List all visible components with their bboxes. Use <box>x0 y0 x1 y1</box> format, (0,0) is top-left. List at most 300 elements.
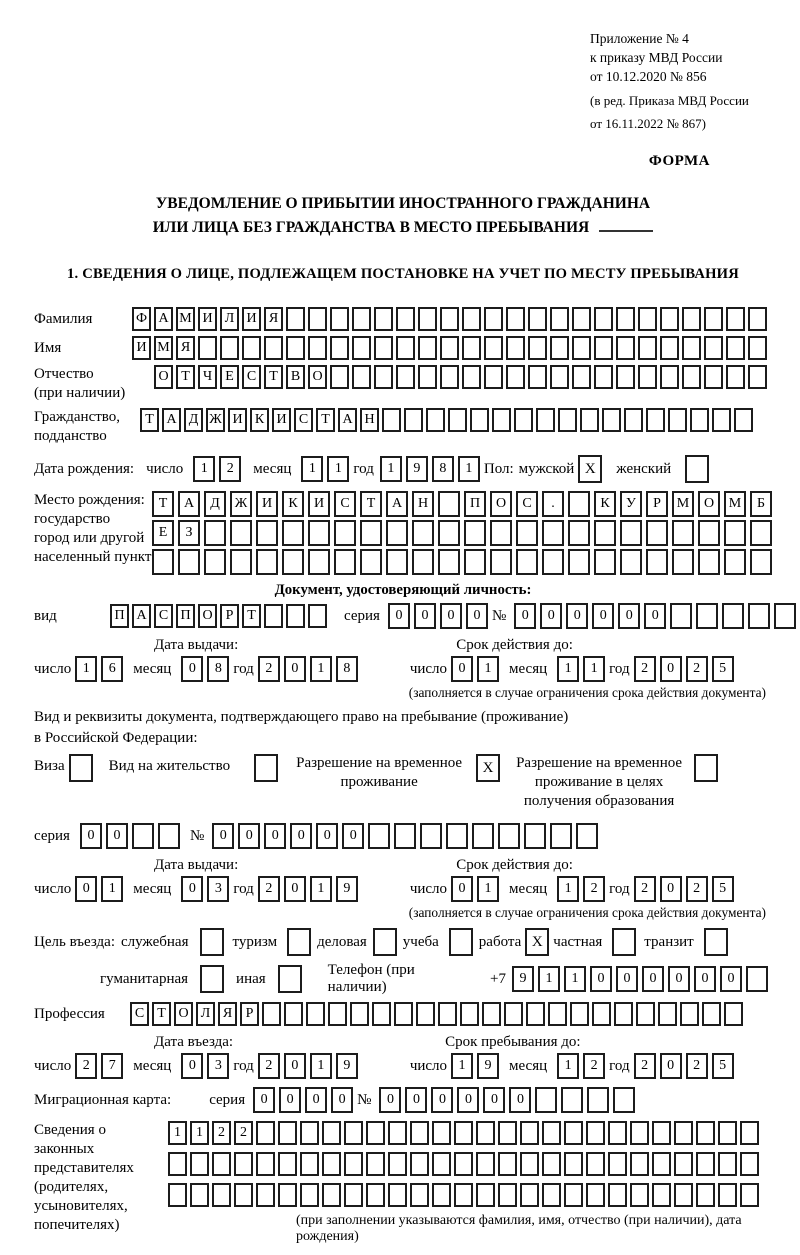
char-cell[interactable] <box>168 1183 187 1207</box>
char-cell[interactable] <box>420 823 442 849</box>
char-cell[interactable] <box>616 336 635 360</box>
char-cell[interactable] <box>278 1152 297 1176</box>
char-cell[interactable] <box>412 549 434 575</box>
char-cell[interactable] <box>682 365 701 389</box>
char-cell[interactable] <box>528 365 547 389</box>
char-cell[interactable] <box>740 1183 759 1207</box>
char-cell[interactable]: Ч <box>198 365 217 389</box>
char-cell[interactable] <box>682 307 701 331</box>
char-cell[interactable] <box>306 1002 325 1026</box>
char-cell[interactable]: 5 <box>712 1053 734 1079</box>
char-cell[interactable] <box>750 549 772 575</box>
purpose-study-checkbox[interactable] <box>449 928 473 956</box>
char-cell[interactable]: 0 <box>566 603 588 629</box>
char-cell[interactable]: М <box>176 307 195 331</box>
char-cell[interactable] <box>396 336 415 360</box>
char-cell[interactable] <box>524 823 546 849</box>
char-cell[interactable] <box>360 520 382 546</box>
char-cell[interactable] <box>256 1152 275 1176</box>
char-cell[interactable] <box>506 307 525 331</box>
char-cell[interactable]: 0 <box>440 603 462 629</box>
char-cell[interactable]: Л <box>220 307 239 331</box>
char-cell[interactable] <box>490 549 512 575</box>
char-cell[interactable] <box>388 1152 407 1176</box>
char-cell[interactable] <box>438 491 460 517</box>
char-cell[interactable] <box>620 549 642 575</box>
char-cell[interactable]: В <box>286 365 305 389</box>
char-cell[interactable] <box>646 549 668 575</box>
char-cell[interactable] <box>568 491 590 517</box>
temp-permit-checkbox[interactable]: X <box>476 754 500 782</box>
char-cell[interactable] <box>416 1002 435 1026</box>
char-cell[interactable] <box>638 307 657 331</box>
char-cell[interactable]: С <box>294 408 313 432</box>
char-cell[interactable] <box>698 520 720 546</box>
char-cell[interactable]: П <box>464 491 486 517</box>
char-cell[interactable] <box>680 1002 699 1026</box>
char-cell[interactable] <box>132 823 154 849</box>
char-cell[interactable]: 2 <box>258 876 280 902</box>
char-cell[interactable] <box>282 520 304 546</box>
char-cell[interactable] <box>696 1152 715 1176</box>
char-cell[interactable] <box>374 336 393 360</box>
char-cell[interactable] <box>286 604 305 628</box>
char-cell[interactable]: И <box>272 408 291 432</box>
char-cell[interactable]: А <box>386 491 408 517</box>
char-cell[interactable] <box>190 1152 209 1176</box>
char-cell[interactable]: Т <box>176 365 195 389</box>
char-cell[interactable] <box>696 1183 715 1207</box>
char-cell[interactable] <box>542 1183 561 1207</box>
char-cell[interactable]: 0 <box>388 603 410 629</box>
char-cell[interactable]: 0 <box>483 1087 505 1113</box>
char-cell[interactable]: О <box>308 365 327 389</box>
char-cell[interactable]: 0 <box>466 603 488 629</box>
char-cell[interactable] <box>594 365 613 389</box>
char-cell[interactable] <box>386 549 408 575</box>
char-cell[interactable]: Р <box>240 1002 259 1026</box>
char-cell[interactable]: И <box>308 491 330 517</box>
char-cell[interactable] <box>152 549 174 575</box>
char-cell[interactable] <box>613 1087 635 1113</box>
char-cell[interactable]: 0 <box>181 876 203 902</box>
char-cell[interactable]: 1 <box>380 456 402 482</box>
char-cell[interactable]: П <box>110 604 129 628</box>
char-cell[interactable] <box>670 603 692 629</box>
char-cell[interactable] <box>396 365 415 389</box>
char-cell[interactable]: 1 <box>557 1053 579 1079</box>
visa-checkbox[interactable] <box>69 754 93 782</box>
char-cell[interactable]: 7 <box>101 1053 123 1079</box>
char-cell[interactable] <box>594 520 616 546</box>
char-cell[interactable]: 0 <box>590 966 612 992</box>
char-cell[interactable]: Я <box>218 1002 237 1026</box>
char-cell[interactable]: 0 <box>451 876 473 902</box>
char-cell[interactable] <box>528 307 547 331</box>
char-cell[interactable] <box>576 823 598 849</box>
char-cell[interactable]: 2 <box>75 1053 97 1079</box>
char-cell[interactable]: 9 <box>336 1053 358 1079</box>
char-cell[interactable] <box>374 307 393 331</box>
char-cell[interactable] <box>204 520 226 546</box>
char-cell[interactable] <box>646 520 668 546</box>
char-cell[interactable] <box>696 1121 715 1145</box>
char-cell[interactable]: 0 <box>451 656 473 682</box>
char-cell[interactable] <box>334 520 356 546</box>
char-cell[interactable] <box>234 1152 253 1176</box>
char-cell[interactable] <box>476 1121 495 1145</box>
char-cell[interactable] <box>454 1121 473 1145</box>
char-cell[interactable] <box>674 1183 693 1207</box>
char-cell[interactable]: 3 <box>207 876 229 902</box>
char-cell[interactable] <box>542 1152 561 1176</box>
char-cell[interactable] <box>300 1121 319 1145</box>
char-cell[interactable]: И <box>132 336 151 360</box>
char-cell[interactable] <box>718 1183 737 1207</box>
char-cell[interactable] <box>410 1183 429 1207</box>
char-cell[interactable] <box>308 336 327 360</box>
char-cell[interactable]: 0 <box>75 876 97 902</box>
char-cell[interactable]: 8 <box>207 656 229 682</box>
char-cell[interactable]: 0 <box>644 603 666 629</box>
char-cell[interactable] <box>440 336 459 360</box>
char-cell[interactable]: 3 <box>207 1053 229 1079</box>
char-cell[interactable]: 0 <box>668 966 690 992</box>
char-cell[interactable] <box>630 1121 649 1145</box>
char-cell[interactable] <box>580 408 599 432</box>
char-cell[interactable]: К <box>594 491 616 517</box>
char-cell[interactable]: К <box>250 408 269 432</box>
char-cell[interactable]: 0 <box>106 823 128 849</box>
char-cell[interactable]: 0 <box>592 603 614 629</box>
char-cell[interactable] <box>724 520 746 546</box>
char-cell[interactable]: 0 <box>284 656 306 682</box>
char-cell[interactable]: 0 <box>642 966 664 992</box>
char-cell[interactable] <box>630 1183 649 1207</box>
char-cell[interactable]: З <box>178 520 200 546</box>
male-checkbox[interactable]: X <box>578 455 602 483</box>
char-cell[interactable] <box>278 1183 297 1207</box>
char-cell[interactable] <box>646 408 665 432</box>
char-cell[interactable] <box>748 307 767 331</box>
char-cell[interactable] <box>572 365 591 389</box>
char-cell[interactable]: 0 <box>616 966 638 992</box>
char-cell[interactable] <box>550 365 569 389</box>
char-cell[interactable] <box>636 1002 655 1026</box>
char-cell[interactable] <box>344 1183 363 1207</box>
char-cell[interactable] <box>594 336 613 360</box>
char-cell[interactable] <box>262 1002 281 1026</box>
char-cell[interactable] <box>440 307 459 331</box>
char-cell[interactable] <box>704 307 723 331</box>
char-cell[interactable] <box>746 966 768 992</box>
char-cell[interactable]: 0 <box>331 1087 353 1113</box>
char-cell[interactable] <box>516 549 538 575</box>
char-cell[interactable] <box>454 1152 473 1176</box>
char-cell[interactable] <box>462 365 481 389</box>
purpose-tourism-checkbox[interactable] <box>287 928 311 956</box>
char-cell[interactable]: 1 <box>310 656 332 682</box>
char-cell[interactable] <box>484 307 503 331</box>
char-cell[interactable] <box>440 365 459 389</box>
char-cell[interactable]: 2 <box>234 1121 253 1145</box>
char-cell[interactable]: О <box>174 1002 193 1026</box>
char-cell[interactable]: М <box>672 491 694 517</box>
char-cell[interactable] <box>520 1183 539 1207</box>
char-cell[interactable] <box>594 307 613 331</box>
char-cell[interactable] <box>750 520 772 546</box>
char-cell[interactable] <box>410 1152 429 1176</box>
char-cell[interactable]: И <box>256 491 278 517</box>
char-cell[interactable] <box>704 365 723 389</box>
char-cell[interactable]: 1 <box>310 1053 332 1079</box>
char-cell[interactable]: Б <box>750 491 772 517</box>
char-cell[interactable]: 1 <box>557 876 579 902</box>
char-cell[interactable]: 1 <box>301 456 323 482</box>
purpose-other-checkbox[interactable] <box>278 965 302 993</box>
char-cell[interactable] <box>726 307 745 331</box>
char-cell[interactable] <box>476 1152 495 1176</box>
char-cell[interactable] <box>602 408 621 432</box>
char-cell[interactable] <box>740 1152 759 1176</box>
char-cell[interactable] <box>470 408 489 432</box>
char-cell[interactable]: Е <box>220 365 239 389</box>
char-cell[interactable]: М <box>154 336 173 360</box>
char-cell[interactable]: М <box>724 491 746 517</box>
char-cell[interactable] <box>570 1002 589 1026</box>
char-cell[interactable] <box>418 365 437 389</box>
char-cell[interactable]: Н <box>412 491 434 517</box>
char-cell[interactable] <box>374 365 393 389</box>
char-cell[interactable] <box>550 823 572 849</box>
char-cell[interactable] <box>256 1183 275 1207</box>
char-cell[interactable] <box>334 549 356 575</box>
char-cell[interactable]: О <box>198 604 217 628</box>
edu-permit-checkbox[interactable] <box>694 754 718 782</box>
char-cell[interactable]: А <box>132 604 151 628</box>
char-cell[interactable] <box>366 1152 385 1176</box>
char-cell[interactable]: 0 <box>431 1087 453 1113</box>
char-cell[interactable]: Ж <box>230 491 252 517</box>
char-cell[interactable]: 0 <box>284 876 306 902</box>
char-cell[interactable]: 2 <box>686 876 708 902</box>
char-cell[interactable] <box>438 1002 457 1026</box>
char-cell[interactable] <box>300 1183 319 1207</box>
char-cell[interactable]: 0 <box>342 823 364 849</box>
char-cell[interactable]: 0 <box>305 1087 327 1113</box>
char-cell[interactable] <box>672 520 694 546</box>
char-cell[interactable] <box>396 307 415 331</box>
purpose-work-checkbox[interactable]: X <box>525 928 549 956</box>
char-cell[interactable] <box>344 1152 363 1176</box>
char-cell[interactable] <box>352 336 371 360</box>
char-cell[interactable]: О <box>490 491 512 517</box>
char-cell[interactable] <box>234 1183 253 1207</box>
char-cell[interactable] <box>462 307 481 331</box>
char-cell[interactable] <box>484 365 503 389</box>
char-cell[interactable]: 1 <box>451 1053 473 1079</box>
char-cell[interactable]: 1 <box>458 456 480 482</box>
char-cell[interactable] <box>506 336 525 360</box>
char-cell[interactable]: С <box>516 491 538 517</box>
char-cell[interactable] <box>464 549 486 575</box>
char-cell[interactable] <box>682 336 701 360</box>
char-cell[interactable]: 0 <box>212 823 234 849</box>
char-cell[interactable] <box>264 604 283 628</box>
char-cell[interactable] <box>432 1152 451 1176</box>
char-cell[interactable] <box>516 520 538 546</box>
char-cell[interactable]: 0 <box>514 603 536 629</box>
char-cell[interactable] <box>328 1002 347 1026</box>
char-cell[interactable] <box>568 520 590 546</box>
char-cell[interactable]: 0 <box>316 823 338 849</box>
char-cell[interactable] <box>198 336 217 360</box>
char-cell[interactable] <box>528 336 547 360</box>
char-cell[interactable] <box>432 1183 451 1207</box>
char-cell[interactable]: С <box>242 365 261 389</box>
char-cell[interactable]: 0 <box>284 1053 306 1079</box>
char-cell[interactable]: 0 <box>660 876 682 902</box>
char-cell[interactable]: 1 <box>75 656 97 682</box>
char-cell[interactable] <box>300 1152 319 1176</box>
char-cell[interactable] <box>438 549 460 575</box>
char-cell[interactable]: Н <box>360 408 379 432</box>
char-cell[interactable]: 0 <box>290 823 312 849</box>
char-cell[interactable] <box>204 549 226 575</box>
char-cell[interactable] <box>322 1152 341 1176</box>
char-cell[interactable] <box>526 1002 545 1026</box>
char-cell[interactable] <box>230 520 252 546</box>
char-cell[interactable] <box>672 549 694 575</box>
char-cell[interactable]: 8 <box>336 656 358 682</box>
char-cell[interactable]: 2 <box>258 656 280 682</box>
char-cell[interactable]: Т <box>360 491 382 517</box>
char-cell[interactable]: П <box>176 604 195 628</box>
char-cell[interactable]: Т <box>264 365 283 389</box>
char-cell[interactable] <box>256 520 278 546</box>
char-cell[interactable] <box>264 336 283 360</box>
char-cell[interactable] <box>386 520 408 546</box>
char-cell[interactable]: 0 <box>457 1087 479 1113</box>
char-cell[interactable]: А <box>154 307 173 331</box>
char-cell[interactable] <box>190 1183 209 1207</box>
char-cell[interactable] <box>168 1152 187 1176</box>
char-cell[interactable] <box>490 520 512 546</box>
char-cell[interactable] <box>616 365 635 389</box>
char-cell[interactable]: 0 <box>181 656 203 682</box>
char-cell[interactable]: 0 <box>540 603 562 629</box>
char-cell[interactable] <box>690 408 709 432</box>
char-cell[interactable] <box>722 603 744 629</box>
char-cell[interactable] <box>734 408 753 432</box>
char-cell[interactable]: О <box>154 365 173 389</box>
char-cell[interactable] <box>426 408 445 432</box>
char-cell[interactable] <box>368 823 390 849</box>
char-cell[interactable]: 2 <box>258 1053 280 1079</box>
char-cell[interactable] <box>418 336 437 360</box>
char-cell[interactable]: 1 <box>564 966 586 992</box>
char-cell[interactable]: 1 <box>327 456 349 482</box>
char-cell[interactable]: . <box>542 491 564 517</box>
purpose-business-checkbox[interactable] <box>373 928 397 956</box>
char-cell[interactable]: Я <box>264 307 283 331</box>
char-cell[interactable] <box>658 1002 677 1026</box>
char-cell[interactable] <box>564 1183 583 1207</box>
char-cell[interactable] <box>286 336 305 360</box>
char-cell[interactable] <box>536 408 555 432</box>
char-cell[interactable] <box>586 1121 605 1145</box>
char-cell[interactable] <box>372 1002 391 1026</box>
char-cell[interactable] <box>498 1152 517 1176</box>
char-cell[interactable]: 1 <box>538 966 560 992</box>
char-cell[interactable]: 9 <box>477 1053 499 1079</box>
char-cell[interactable] <box>514 408 533 432</box>
purpose-humanitarian-checkbox[interactable] <box>200 965 224 993</box>
char-cell[interactable]: 1 <box>193 456 215 482</box>
char-cell[interactable]: 5 <box>712 876 734 902</box>
char-cell[interactable]: 0 <box>379 1087 401 1113</box>
char-cell[interactable]: С <box>154 604 173 628</box>
char-cell[interactable] <box>698 549 720 575</box>
char-cell[interactable] <box>412 520 434 546</box>
char-cell[interactable] <box>614 1002 633 1026</box>
char-cell[interactable]: 0 <box>80 823 102 849</box>
char-cell[interactable]: 1 <box>310 876 332 902</box>
char-cell[interactable]: 0 <box>720 966 742 992</box>
char-cell[interactable]: 0 <box>279 1087 301 1113</box>
char-cell[interactable] <box>674 1152 693 1176</box>
char-cell[interactable]: 0 <box>264 823 286 849</box>
char-cell[interactable] <box>220 336 239 360</box>
char-cell[interactable]: 9 <box>512 966 534 992</box>
char-cell[interactable]: Т <box>242 604 261 628</box>
char-cell[interactable] <box>561 1087 583 1113</box>
char-cell[interactable]: 1 <box>477 876 499 902</box>
char-cell[interactable] <box>212 1152 231 1176</box>
char-cell[interactable]: 6 <box>101 656 123 682</box>
char-cell[interactable] <box>550 307 569 331</box>
char-cell[interactable]: 0 <box>405 1087 427 1113</box>
char-cell[interactable] <box>498 823 520 849</box>
char-cell[interactable] <box>504 1002 523 1026</box>
char-cell[interactable] <box>366 1183 385 1207</box>
char-cell[interactable]: 0 <box>618 603 640 629</box>
char-cell[interactable] <box>608 1152 627 1176</box>
char-cell[interactable]: 0 <box>660 1053 682 1079</box>
char-cell[interactable] <box>564 1121 583 1145</box>
char-cell[interactable] <box>286 307 305 331</box>
char-cell[interactable] <box>404 408 423 432</box>
char-cell[interactable]: К <box>282 491 304 517</box>
char-cell[interactable]: Р <box>220 604 239 628</box>
char-cell[interactable] <box>594 549 616 575</box>
char-cell[interactable] <box>652 1183 671 1207</box>
char-cell[interactable] <box>394 1002 413 1026</box>
char-cell[interactable] <box>446 823 468 849</box>
char-cell[interactable] <box>774 603 796 629</box>
char-cell[interactable]: А <box>162 408 181 432</box>
char-cell[interactable] <box>178 549 200 575</box>
char-cell[interactable]: Д <box>184 408 203 432</box>
char-cell[interactable] <box>748 603 770 629</box>
char-cell[interactable] <box>564 1152 583 1176</box>
char-cell[interactable]: 2 <box>686 656 708 682</box>
char-cell[interactable]: Я <box>176 336 195 360</box>
char-cell[interactable]: Ж <box>206 408 225 432</box>
char-cell[interactable] <box>550 336 569 360</box>
char-cell[interactable] <box>748 336 767 360</box>
char-cell[interactable]: 5 <box>712 656 734 682</box>
